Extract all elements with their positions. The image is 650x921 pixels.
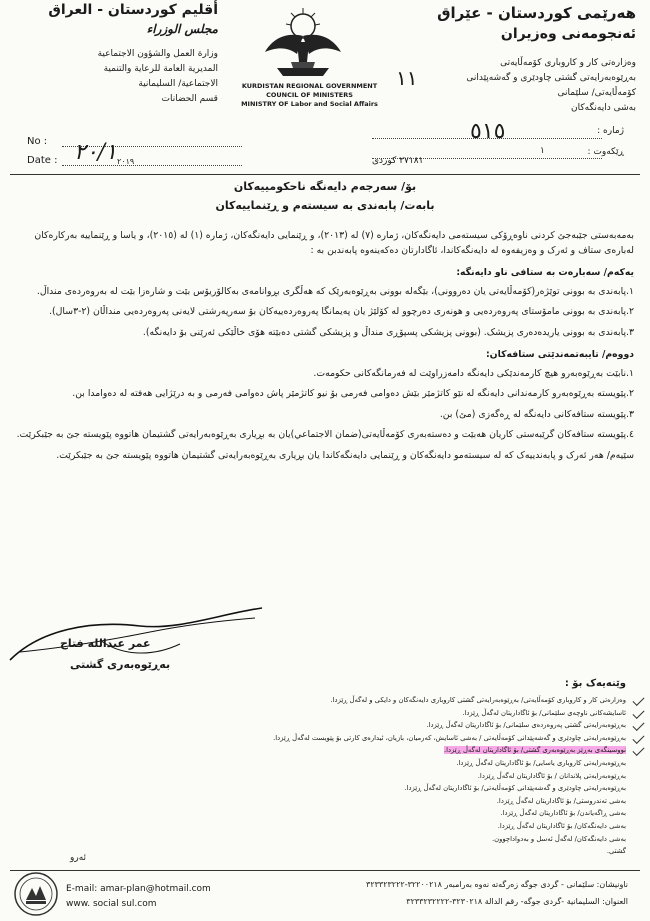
ku-date-label: ڕێکەوت : <box>587 147 624 157</box>
ku-number-value: ٥١٥ <box>470 119 506 144</box>
letter-subject: بابەت/ پابەندی بە سیستەم و ڕێنماییەکان <box>215 199 435 212</box>
section1-item: ١.پابەندی بە بوونی توێژەر(کۆمەڵایەتی یان دەروونی)، بێگەلە بوونی بەڕێوەبەرێک کە هەڵگری بڕوانامەی بەکالۆریۆس بێت و شارەزا بێت لە بەروەردەی منداڵ. <box>36 285 634 297</box>
header-arabic-line1: أقليم كوردستان - العراق <box>48 2 218 18</box>
handwritten-date: ٢٠/١ <box>74 140 117 165</box>
date-dotted-line <box>62 165 242 166</box>
header-kurdish-sub: وەزارەتی کار و کاروباری کۆمەڵایەتی <box>500 58 636 68</box>
check-mark-icon <box>632 694 644 706</box>
header-english-line: KURDISTAN REGIONAL GOVERNMENT <box>241 82 378 90</box>
footer-email: E-mail: amar-plan@hotmail.com <box>66 884 211 894</box>
no-label: No : <box>27 136 48 147</box>
check-mark-icon <box>632 744 644 756</box>
section2-title: دووەم/ تایبەتمەندێتی ستافەکان: <box>485 349 634 360</box>
signatory-name: عمر عبدالله فتاح <box>60 637 151 650</box>
section1-title: یەکەم/ سەبارەت بە ستافی ناو دایەنگە: <box>456 267 634 278</box>
cc-item: بەڕێوەبەرایەتی گشتی پەروەردەی سلێمانی/ بۆ ئاگاداریتان لەگەڵ ڕێزدا. <box>166 719 626 732</box>
header-arabic-sub: قسم الحضانات <box>161 94 218 104</box>
cc-item: بەشی تەندروستی/ بۆ ئاگاداریتان لەگەڵ ڕێزدا. <box>496 796 626 805</box>
header-kurdish <box>408 4 636 116</box>
check-mark-icon <box>632 719 644 731</box>
header-kurdish-sub: بەڕێوەبەرایەتی گشتی چاودێری و گەشەپێدانی <box>466 73 636 83</box>
cc-label: وێنەیەک بۆ : <box>564 678 626 689</box>
typist-initials: ئەرو <box>70 853 87 863</box>
ministry-stamp-icon <box>12 870 60 918</box>
header-kurdish-line1: هەرێمی کوردستان - عێراق <box>437 4 636 22</box>
header-divider <box>10 174 640 175</box>
handwritten-note: ١١ <box>396 66 418 90</box>
section3: سێیەم/ هەر ئەرک و پابەندییەک کە لە سیستەمو دایەنگەکان و ڕێنمایی دایەنگەکاندا یان بڕیاری بەڕێوەبەرایەتی گشتیمان هاتووە پێویستە جێ بە جێبکرێت. <box>56 449 634 461</box>
cc-item: بەڕێوەبەرایەتی کاروباری یاسایی/ بۆ ئاگاداریتان لەگەڵ ڕێزدا. <box>456 758 626 767</box>
ku-number-label: ژمارە : <box>597 126 624 136</box>
letter-recipient: بۆ/ سەرجەم دایەنگە ناحکومییەکان <box>233 180 417 193</box>
section2-item: ٢.پێویستە بەڕێوەبەرو کارمەندانی دایەنگە لە نێو کاتژمێر بێش دەوامی فەرمی بۆ نیو کاتژمێر پاش دەوامی فەرمی و بە درێژایی هەفتە لە دەوامدا بن. <box>72 388 634 399</box>
header-arabic-sub: الاجتماعية/ السليمانية <box>138 79 218 89</box>
cc-item: بەڕێوەبەرایەتی پلاندانان / بۆ ئاگاداریتان لەگەڵ ڕێزدا. <box>477 771 626 780</box>
section2-item: ١.نابێت بەڕێوەبەرو هیچ کارمەندێکی دایەنگە دامەزراوێت لە فەرمانگەکانی حکومەت. <box>313 367 634 379</box>
letter-body <box>16 229 634 469</box>
check-mark-icon <box>632 732 644 744</box>
cc-list <box>166 694 626 858</box>
cc-item: ئاسایشەکانی ناوچەی سلێمانی/ بۆ ئاگاداریتان لەگەڵ ڕێزدا. <box>166 707 626 720</box>
cc-item: گشتی. <box>606 847 626 856</box>
header-arabic-line2: مجلس الوزراء <box>146 22 218 36</box>
date-label: Date : <box>27 155 58 166</box>
section2-item: ٤.پێویستە ستافەکان گرێبەستی کاریان هەبێت و دەستەبەری کۆمەڵایەتی(ضمان الاجتماعي)یان بە بڕیاری بەڕێوەبەرایەتی گشتیمان هاتووە پێویستە جێ بە جێبکرێت. <box>16 429 634 440</box>
section2-item: ٣.پێویستە ستافەکانی دایەنگە لە ڕەگەزی (مێ) بن. <box>439 408 634 420</box>
cc-item: بەڕێوەبەرایەتی چاودێری و گەشەپێدانی کۆمەڵایەتی / بەشی ئاسایش، کەرمیان، بازیان، ئیدارەی کارتی بۆ پێویست لەگەڵ ڕێزدا. <box>166 732 626 745</box>
header-english-line: MINISTRY OF Labor and Social Affairs <box>241 100 378 108</box>
cc-item: بەشی دایەنگەکان/ بۆ ئاگاداریتان لەگەڵ ڕێزدا. <box>497 821 626 830</box>
letter-intro: بەمەبەستی جێبەجێ کردنی ناوەڕۆکی سیستەمی دایەنگەکان، ژمارە (٧) لە (٢٠١٣)، و ڕێنمایی دایەنگەکان، ژمارە (١) لە (٢٠١٥)، و یاسا و ڕێنماییە بەرکارەکان لەبارەی ستاف و ئەرک و وەزیفەوە لە دایەنگەکاندا، ئاگادارتان دەکەینەوە پابەندبن بە : <box>34 230 634 256</box>
cc-item: وەزارەتی کار و کاروباری کۆمەڵایەتی/ بەڕێوەبەرایەتی گشتی کاروباری دایەنگەکان و دایکی و لەگەڵ ڕێزدا. <box>166 694 626 707</box>
footer-address-arabic: العنوان: السليمانية -گردی جوگە- رقم الدالة ٣٢٣٠٢١٨-٣٢٣٣٢٣٢٢٢٢ <box>406 897 628 906</box>
header-arabic-sub: المديرية العامة للرعاية والتنمية <box>103 64 218 74</box>
cc-item: بەڕێوەبەرایەتی چاودێری و گەشەپێدانی کۆمەڵایەتی/ بۆ ئاگاداریتان لەگەڵ ڕێزدا. <box>404 784 626 793</box>
cc-item: بەشی دایەنگەکان/ لەگەڵ ئەسل و بەدواداچوون. <box>491 834 626 843</box>
footer-address-kurdish: ناونیشان: سلێمانی - گردی جوگە زەرگەتە نەوە بەرامبەر ٣٢٢٠٠٢١٨-٣٢٣٣٢٣٢٢٢ <box>366 880 628 889</box>
header-arabic <box>8 2 218 107</box>
signatory-title: بەڕێوەبەری گشتی <box>70 658 171 671</box>
section1-item: ٣.پابەندی بە بوونی یاریدەدەری پزیشک. (بوونی پزیشکی پسپۆڕی منداڵ و پزیشکی گشتی دەبێتە هۆی خاڵێکی ئەرێنی بۆ دایەنگە). <box>142 326 634 338</box>
footer-website: www. social sul.com <box>66 899 157 909</box>
footer-divider <box>10 870 640 871</box>
header-english <box>232 82 387 109</box>
header-kurdish-sub: بەشی دایەنگەکان <box>570 103 636 113</box>
header-kurdish-line2: ئەنجومەنی وەزیران <box>500 26 636 42</box>
ku-date-line2: ٢٧١٨١ کوردی <box>372 156 424 166</box>
header-kurdish-sub: کۆمەڵایەتی/ سلێمانی <box>557 88 636 98</box>
krg-emblem-icon <box>257 2 349 82</box>
check-mark-icon <box>632 707 644 719</box>
header-arabic-sub: وزارة العمل والشؤون الاجتماعية <box>97 49 218 59</box>
ku-date-value: ١ <box>540 146 545 156</box>
header-english-line: COUNCIL OF MINISTERS <box>266 91 353 99</box>
cc-item: بەشی ڕاگەیاندن/ بۆ ئاگاداریتان لەگەڵ ڕێزدا. <box>500 809 626 818</box>
cc-item-highlighted: نووسینگەی بەڕێز بەڕێوەبەری گشتی/ بۆ ئاگاداریتان لەگەڵ ڕێزدا. <box>166 744 626 757</box>
section1-item: ٢.پابەندی بە بوونی مامۆستای پەروەردەیی و هونەری دەرچوو لە کۆلێژ یان پەیمانگا پەروەردەییەکان بۆ سەرپەرشتی لایەنی پەروەردەیی منداڵان (٢-٣سال). <box>49 306 634 317</box>
year-small: ٢٠١٩ <box>117 157 135 166</box>
